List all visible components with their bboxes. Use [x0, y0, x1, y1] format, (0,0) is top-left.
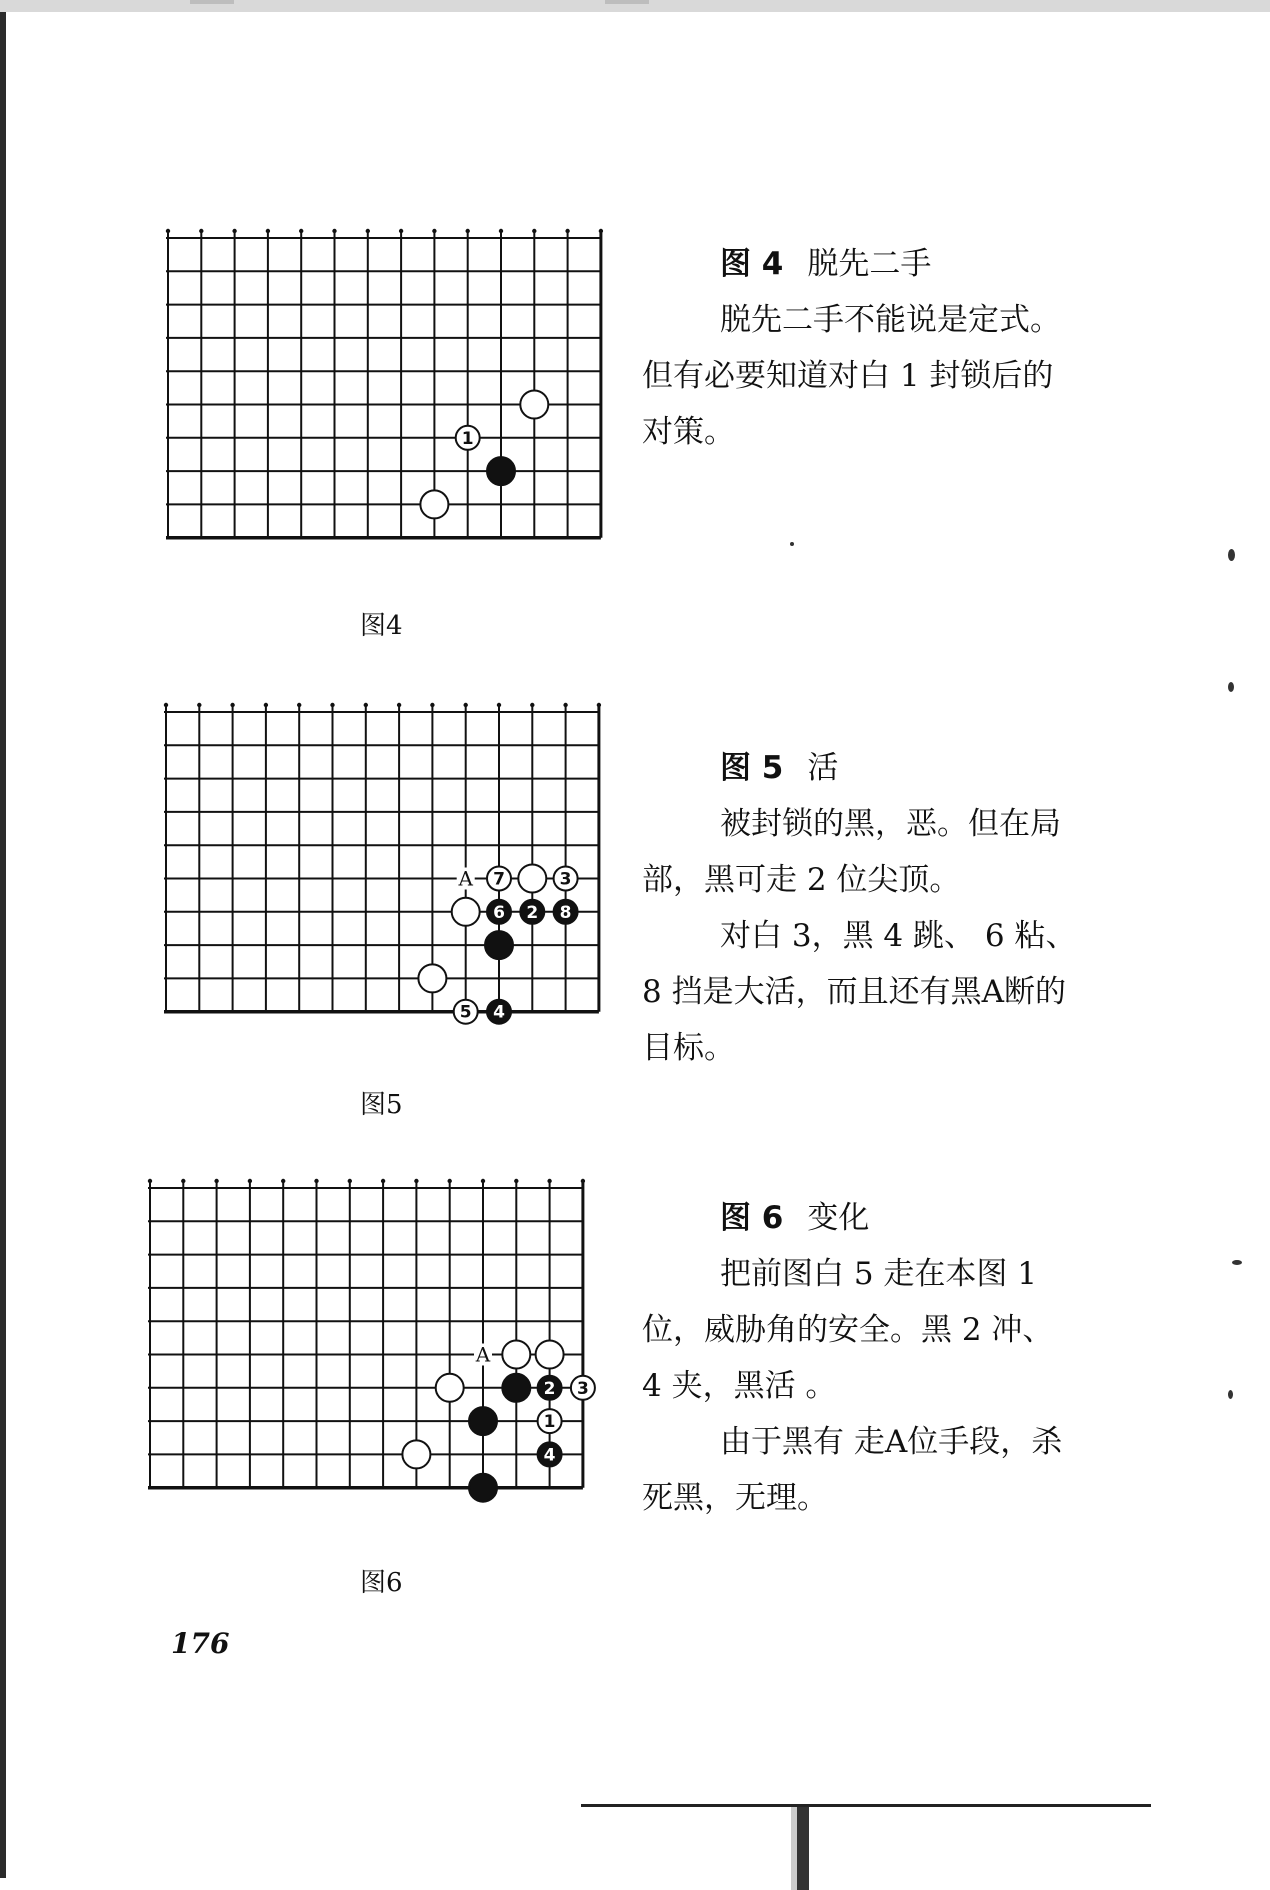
figure-description	[642, 1190, 1082, 1526]
white-stone	[436, 1374, 464, 1402]
paragraph: 脱先二手不能说是定式。但有必要知道对白 1 封锁后的对策。	[642, 302, 1061, 450]
white-stone	[454, 1000, 478, 1024]
white-stone	[518, 865, 546, 893]
black-stone	[469, 1474, 497, 1502]
black-stone	[502, 1374, 530, 1402]
grid-tick	[332, 229, 336, 233]
stone-label: 3	[576, 1378, 589, 1399]
black-stone	[487, 457, 515, 485]
black-stone	[487, 1000, 511, 1024]
stone-label: 1	[461, 428, 474, 449]
grid-tick	[497, 703, 501, 707]
stone-label: 7	[493, 869, 505, 890]
grid-tick	[248, 1179, 252, 1183]
figure-title: 脱先二手	[807, 246, 932, 282]
white-stone	[536, 1341, 564, 1369]
grid-tick	[565, 229, 569, 233]
black-stone	[538, 1442, 562, 1466]
stone-label: 6	[493, 902, 505, 923]
figure-heading	[642, 236, 1082, 292]
white-stone	[502, 1341, 530, 1369]
go-diagram-fig6	[140, 1170, 606, 1530]
go-diagram-fig4	[158, 220, 624, 580]
grid-tick	[530, 703, 534, 707]
grid-tick	[281, 1179, 285, 1183]
go-diagram-fig5	[156, 694, 622, 1054]
stone-label: 5	[459, 1002, 472, 1023]
scan-speck	[790, 542, 794, 546]
stone-label: 3	[559, 869, 572, 890]
white-stone	[538, 1409, 562, 1433]
grid-tick	[430, 703, 434, 707]
figure-title: 变化	[807, 1200, 870, 1236]
grid-tick	[581, 1179, 585, 1183]
point-mark: A	[475, 1342, 491, 1367]
stone-label: 1	[543, 1412, 556, 1433]
grid-tick	[547, 1179, 551, 1183]
grid-tick	[381, 1179, 385, 1183]
white-stone	[402, 1440, 430, 1468]
paragraph: 把前图白 5 走在本图 1 位，威胁角的安全。黑 2 冲、 4 夹，黑活 。	[642, 1256, 1054, 1404]
grid-tick	[314, 1179, 318, 1183]
grid-tick	[199, 229, 203, 233]
stone-label: 8	[559, 902, 572, 923]
grid-tick	[599, 229, 603, 233]
black-stone	[485, 931, 513, 959]
grid-tick	[148, 1179, 152, 1183]
grid-tick	[166, 229, 170, 233]
black-stone	[469, 1407, 497, 1435]
black-stone	[538, 1376, 562, 1400]
figure-title: 活	[807, 750, 839, 786]
grid-tick	[214, 1179, 218, 1183]
black-stone	[520, 900, 544, 924]
white-stone	[520, 391, 548, 419]
grid-tick	[563, 703, 567, 707]
grid-tick	[299, 229, 303, 233]
grid-tick	[499, 229, 503, 233]
figure-caption: 图6	[360, 1568, 403, 1598]
figure-label: 图 4	[720, 246, 784, 282]
black-stone	[487, 900, 511, 924]
viewer-top-bar	[0, 0, 1270, 12]
grid-tick	[230, 703, 234, 707]
white-stone	[554, 867, 578, 891]
scan-speck	[1232, 1260, 1242, 1265]
white-stone	[487, 867, 511, 891]
figure-label: 图 5	[720, 750, 784, 786]
grid-tick	[481, 1179, 485, 1183]
grid-tick	[232, 229, 236, 233]
figure-caption: 图5	[360, 1090, 403, 1120]
white-stone	[420, 490, 448, 518]
figure-description	[642, 740, 1082, 1076]
grid-tick	[514, 1179, 518, 1183]
grid-tick	[397, 703, 401, 707]
figure-label: 图 6	[720, 1200, 784, 1236]
white-stone	[452, 898, 480, 926]
scan-speck	[1228, 682, 1234, 692]
white-stone	[456, 426, 480, 450]
bottom-rule	[581, 1804, 1151, 1807]
grid-tick	[432, 229, 436, 233]
grid-tick	[348, 1179, 352, 1183]
scan-speck	[1228, 1390, 1233, 1399]
figure-description	[642, 236, 1082, 460]
grid-tick	[264, 703, 268, 707]
point-mark: A	[458, 866, 473, 891]
paragraph: 对白 3，黑 4 跳、 6 粘、8 挡是大活，而且还有黑A断的目标。	[642, 918, 1077, 1066]
page-number: 176	[171, 1627, 230, 1660]
stone-label: 2	[526, 902, 539, 923]
figure-caption: 图4	[360, 611, 403, 641]
grid-tick	[448, 1179, 452, 1183]
figure-heading	[642, 1190, 1082, 1246]
grid-tick	[266, 229, 270, 233]
toolbar-tab[interactable]	[190, 0, 234, 4]
scan-speck	[1228, 549, 1235, 561]
paragraph: 由于黑有 走A位手段，杀死黑，无理。	[642, 1424, 1063, 1516]
grid-tick	[597, 703, 601, 707]
toolbar-tab[interactable]	[605, 0, 649, 4]
white-stone	[571, 1376, 595, 1400]
figure-heading	[642, 740, 1082, 796]
grid-tick	[364, 703, 368, 707]
grid-tick	[466, 229, 470, 233]
paragraph: 被封锁的黑，恶。但在局部，黑可走 2 位尖顶。	[642, 806, 1061, 898]
book-page	[6, 12, 1270, 1878]
grid-tick	[330, 703, 334, 707]
grid-tick	[532, 229, 536, 233]
black-stone	[554, 900, 578, 924]
grid-tick	[164, 703, 168, 707]
stone-label: 4	[493, 1002, 505, 1023]
grid-tick	[399, 229, 403, 233]
white-stone	[418, 964, 446, 992]
grid-tick	[366, 229, 370, 233]
grid-tick	[414, 1179, 418, 1183]
grid-tick	[297, 703, 301, 707]
stone-label: 2	[543, 1378, 556, 1399]
grid-tick	[197, 703, 201, 707]
grid-tick	[464, 703, 468, 707]
stone-label: 4	[543, 1445, 556, 1466]
grid-tick	[181, 1179, 185, 1183]
